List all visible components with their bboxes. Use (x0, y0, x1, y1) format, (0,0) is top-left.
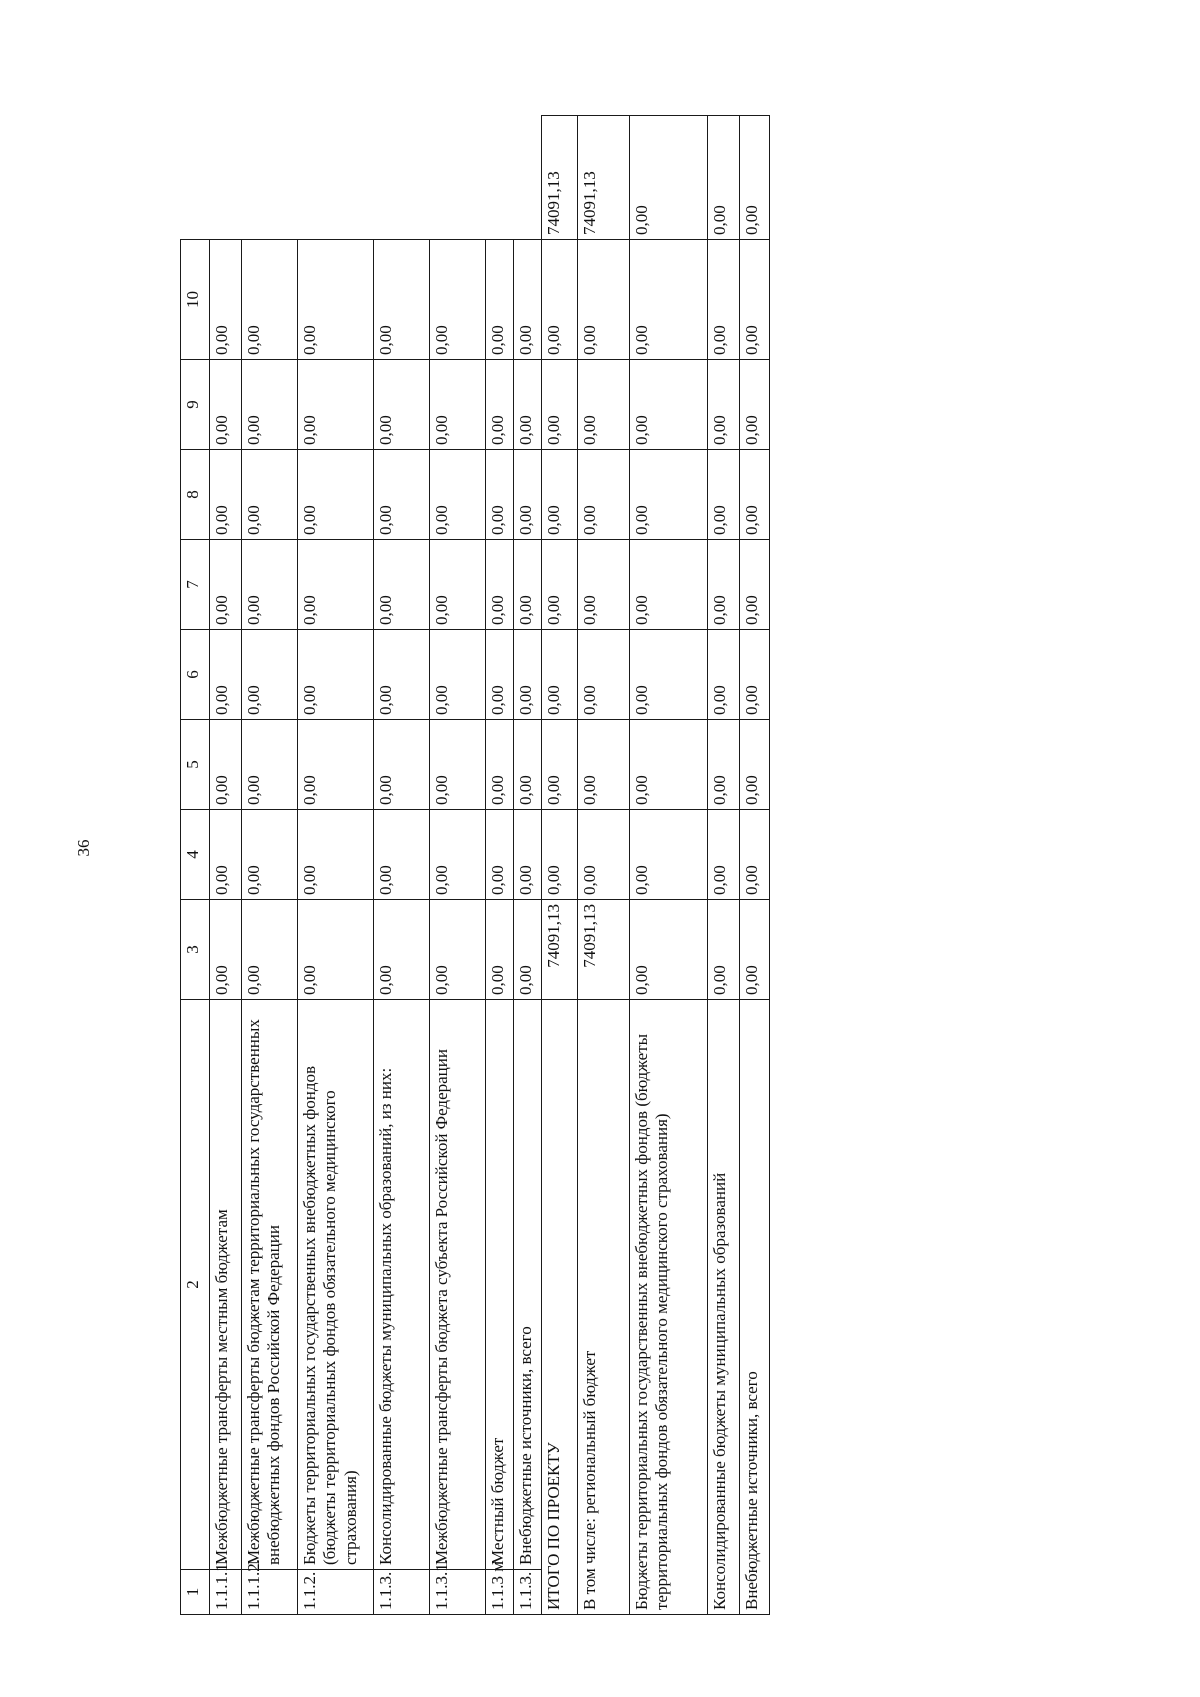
table-row (430, 116, 486, 1615)
summary-row (542, 116, 578, 1615)
value-cell: 0,00 (630, 116, 708, 240)
value-cell: 0,00 (578, 360, 630, 450)
row-name-cell: Межбюджетные трансферты бюджетам территориальных государственных внебюджетных фондов Российской Федерации (242, 1000, 298, 1570)
value-cell: 0,00 (740, 360, 770, 450)
value-cell: 0,00 (298, 450, 374, 540)
value-cell: 0,00 (708, 540, 740, 630)
summary-label-cell: Внебюджетные источники, всего (740, 1000, 770, 1615)
value-cell: 0,00 (430, 720, 486, 810)
value-cell: 0,00 (740, 116, 770, 240)
header-cell: 6 (181, 630, 210, 720)
value-cell: 0,00 (298, 630, 374, 720)
row-name-cell: Консолидированные бюджеты муниципальных образований, из них: (374, 1000, 430, 1570)
value-cell: 0,00 (578, 450, 630, 540)
row-name-cell: Межбюджетные трансферты местным бюджетам (210, 1000, 242, 1570)
value-cell: 0,00 (486, 450, 514, 540)
value-cell: 0,00 (708, 240, 740, 360)
value-cell: 0,00 (514, 810, 542, 900)
value-cell: 0,00 (430, 630, 486, 720)
table-row (374, 116, 430, 1615)
value-cell: 0,00 (578, 630, 630, 720)
summary-label-cell: В том числе: региональный бюджет (578, 1000, 630, 1615)
value-cell: 0,00 (578, 720, 630, 810)
header-cell: 10 (181, 240, 210, 360)
header-cell: 3 (181, 900, 210, 1000)
row-code-cell: 1.1.3 м (486, 1570, 514, 1615)
value-cell: 0,00 (374, 810, 430, 900)
table-row (242, 116, 298, 1615)
page-number: 36 (74, 839, 93, 857)
value-cell: 0,00 (630, 360, 708, 450)
value-cell: 0,00 (242, 630, 298, 720)
value-cell: 0,00 (374, 540, 430, 630)
header-cell: 1 (181, 1570, 210, 1615)
value-cell: 74091,13 (578, 116, 630, 240)
value-cell: 0,00 (708, 116, 740, 240)
header-cell: 5 (181, 720, 210, 810)
summary-row (708, 116, 740, 1615)
value-cell: 0,00 (630, 630, 708, 720)
value-cell: 0,00 (298, 900, 374, 1000)
value-cell: 0,00 (542, 540, 578, 630)
value-cell: 0,00 (486, 630, 514, 720)
row-code-cell: 1.1.3. (374, 1570, 430, 1615)
table-row (514, 116, 542, 1615)
value-cell: 0,00 (298, 360, 374, 450)
header-cell: 4 (181, 810, 210, 900)
value-cell: 0,00 (740, 450, 770, 540)
value-cell: 0,00 (542, 810, 578, 900)
value-cell: 0,00 (514, 720, 542, 810)
summary-label-cell: Бюджеты территориальных государственных внебюджетных фондов (бюджеты территориальных фондов обязательного медицинского страхования) (630, 1000, 708, 1615)
value-cell: 0,00 (542, 720, 578, 810)
value-cell: 0,00 (298, 540, 374, 630)
budget-table (180, 115, 770, 1615)
value-cell: 0,00 (740, 540, 770, 630)
value-cell: 0,00 (740, 810, 770, 900)
value-cell: 0,00 (630, 900, 708, 1000)
value-cell: 0,00 (542, 360, 578, 450)
table-row (210, 116, 242, 1615)
value-cell: 0,00 (374, 630, 430, 720)
value-cell: 0,00 (630, 720, 708, 810)
header-cell: 2 (181, 1000, 210, 1570)
value-cell: 0,00 (740, 630, 770, 720)
header-cell: 7 (181, 540, 210, 630)
value-cell: 0,00 (708, 720, 740, 810)
value-cell: 0,00 (630, 540, 708, 630)
row-name-cell: Бюджеты территориальных государственных внебюджетных фондов (бюджеты территориальных фондов обязательного медицинского страхования) (298, 1000, 374, 1570)
value-cell: 0,00 (242, 240, 298, 360)
value-cell: 0,00 (708, 630, 740, 720)
value-cell: 0,00 (630, 810, 708, 900)
value-cell: 0,00 (708, 360, 740, 450)
table-row (486, 116, 514, 1615)
row-code-cell: 1.1.3.1. (430, 1570, 486, 1615)
value-cell: 0,00 (210, 720, 242, 810)
row-code-cell: 1.1.3. (514, 1570, 542, 1615)
header-cell: 9 (181, 360, 210, 450)
value-cell: 0,00 (374, 720, 430, 810)
value-cell: 0,00 (242, 720, 298, 810)
value-cell: 0,00 (708, 450, 740, 540)
value-cell: 0,00 (630, 450, 708, 540)
value-cell: 0,00 (486, 810, 514, 900)
row-name-cell: Внебюджетные источники, всего (514, 1000, 542, 1570)
value-cell: 0,00 (514, 630, 542, 720)
value-cell: 0,00 (514, 450, 542, 540)
value-cell: 0,00 (242, 540, 298, 630)
value-cell: 0,00 (630, 240, 708, 360)
row-name-cell: Местный бюджет (486, 1000, 514, 1570)
summary-row (630, 116, 708, 1615)
value-cell: 0,00 (514, 360, 542, 450)
value-cell: 0,00 (242, 810, 298, 900)
value-cell: 0,00 (740, 240, 770, 360)
row-name-cell: Межбюджетные трансферты бюджета субъекта Российской Федерации (430, 1000, 486, 1570)
value-cell: 0,00 (514, 900, 542, 1000)
summary-label-cell: Консолидированные бюджеты муниципальных образований (708, 1000, 740, 1615)
value-cell: 0,00 (210, 450, 242, 540)
summary-row (578, 116, 630, 1615)
value-cell: 0,00 (298, 720, 374, 810)
value-cell: 0,00 (430, 450, 486, 540)
value-cell: 0,00 (242, 900, 298, 1000)
value-cell: 0,00 (430, 900, 486, 1000)
value-cell: 0,00 (374, 900, 430, 1000)
value-cell: 0,00 (298, 240, 374, 360)
row-code-cell: 1.1.1.2. (242, 1570, 298, 1615)
value-cell: 0,00 (210, 900, 242, 1000)
value-cell: 0,00 (740, 720, 770, 810)
value-cell: 0,00 (514, 240, 542, 360)
value-cell: 0,00 (486, 900, 514, 1000)
value-cell: 0,00 (486, 540, 514, 630)
value-cell: 0,00 (210, 810, 242, 900)
value-cell: 0,00 (578, 810, 630, 900)
value-cell: 74091,13 (542, 900, 578, 1000)
value-cell: 0,00 (486, 240, 514, 360)
value-cell: 0,00 (242, 450, 298, 540)
value-cell: 0,00 (298, 810, 374, 900)
rotated-table-container (180, 115, 820, 1615)
header-row (181, 116, 210, 1615)
value-cell: 0,00 (430, 240, 486, 360)
value-cell: 0,00 (542, 450, 578, 540)
value-cell: 0,00 (374, 450, 430, 540)
header-cell: 8 (181, 450, 210, 540)
value-cell: 0,00 (430, 810, 486, 900)
value-cell: 0,00 (210, 240, 242, 360)
value-cell: 0,00 (542, 630, 578, 720)
value-cell: 0,00 (210, 630, 242, 720)
row-code-cell: 1.1.2. (298, 1570, 374, 1615)
value-cell: 74091,13 (578, 900, 630, 1000)
value-cell: 0,00 (374, 360, 430, 450)
summary-label-cell: ИТОГО ПО ПРОЕКТУ (542, 1000, 578, 1615)
value-cell: 0,00 (430, 360, 486, 450)
value-cell: 0,00 (430, 540, 486, 630)
summary-row (740, 116, 770, 1615)
value-cell: 0,00 (242, 360, 298, 450)
value-cell: 0,00 (210, 360, 242, 450)
value-cell: 74091,13 (542, 116, 578, 240)
value-cell: 0,00 (486, 720, 514, 810)
value-cell: 0,00 (374, 240, 430, 360)
value-cell: 0,00 (708, 900, 740, 1000)
value-cell: 0,00 (210, 540, 242, 630)
table-row (298, 116, 374, 1615)
value-cell: 0,00 (578, 240, 630, 360)
row-code-cell: 1.1.1.1. (210, 1570, 242, 1615)
value-cell: 0,00 (486, 360, 514, 450)
value-cell: 0,00 (708, 810, 740, 900)
value-cell: 0,00 (740, 900, 770, 1000)
value-cell: 0,00 (578, 540, 630, 630)
value-cell: 0,00 (514, 540, 542, 630)
value-cell: 0,00 (542, 240, 578, 360)
